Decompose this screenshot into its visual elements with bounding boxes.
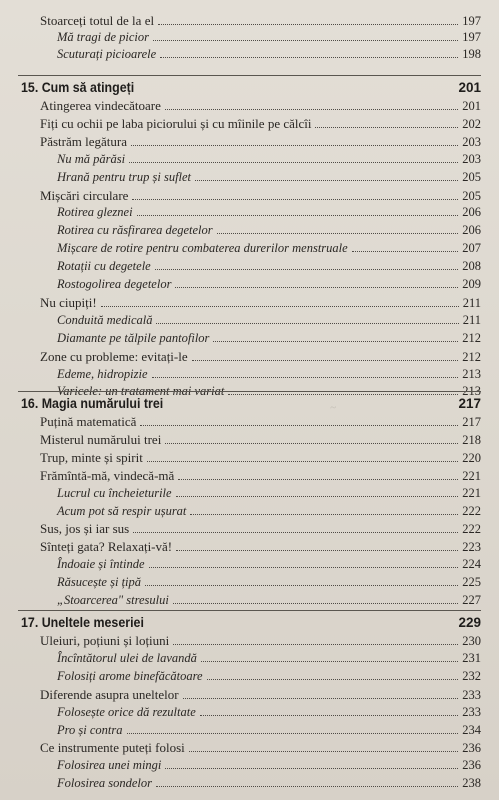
entry-page-number: 212 bbox=[462, 331, 481, 345]
toc-entry[interactable] bbox=[0, 686, 481, 703]
dot-leader bbox=[175, 277, 458, 288]
entry-title: Stoarceți totul de la el bbox=[40, 13, 155, 28]
entry-page-number: 206 bbox=[462, 205, 481, 219]
toc-subentry[interactable] bbox=[0, 775, 481, 792]
entry-title: Sînteți gata? Relaxați-vă! bbox=[40, 539, 173, 554]
entry-title: Nu mă părăsi bbox=[57, 152, 126, 166]
dot-leader bbox=[165, 99, 458, 110]
toc-subentry[interactable] bbox=[0, 650, 481, 667]
toc-entry[interactable] bbox=[0, 467, 481, 484]
dot-leader bbox=[190, 504, 458, 515]
entry-title: Rotații cu degetele bbox=[57, 259, 151, 273]
show-through-text: ~ bbox=[329, 401, 337, 415]
entry-title: Îndoaie și întinde bbox=[57, 557, 145, 571]
entry-page-number: 207 bbox=[462, 241, 481, 255]
entry-page-number: 231 bbox=[462, 651, 481, 665]
entry-title: Mișcări circulare bbox=[40, 188, 129, 203]
entry-title: Rostogolirea degetelor bbox=[57, 277, 172, 291]
dot-leader bbox=[173, 634, 458, 645]
entry-page-number: 203 bbox=[462, 152, 481, 166]
entry-title: Misterul numărului trei bbox=[40, 432, 162, 447]
dot-leader bbox=[160, 47, 458, 58]
toc-entry[interactable] bbox=[0, 12, 481, 29]
toc-entry[interactable] bbox=[0, 348, 481, 365]
dot-leader bbox=[158, 14, 458, 25]
toc-entry[interactable] bbox=[0, 739, 481, 756]
entry-page-number: 227 bbox=[462, 593, 481, 607]
toc-entry[interactable] bbox=[0, 133, 481, 150]
toc-entry[interactable] bbox=[0, 538, 481, 555]
entry-page-number: 212 bbox=[462, 350, 481, 364]
dot-leader bbox=[137, 205, 459, 216]
entry-title: Lucrul cu încheieturile bbox=[57, 486, 172, 500]
toc-subentry[interactable] bbox=[0, 366, 481, 383]
entry-page-number: 211 bbox=[462, 296, 481, 310]
entry-title: Răsucește și țipă bbox=[57, 575, 142, 589]
entry-page-number: 205 bbox=[462, 189, 481, 203]
entry-title: Hrană pentru trup și suflet bbox=[57, 170, 192, 184]
entry-page-number: 221 bbox=[462, 469, 481, 483]
dot-leader bbox=[153, 30, 458, 41]
entry-title: Ce instrumente puteți folosi bbox=[40, 740, 185, 755]
entry-page-number: 197 bbox=[462, 14, 481, 28]
entry-title: Sus, jos și iar sus bbox=[40, 521, 130, 536]
toc-entry[interactable] bbox=[0, 187, 481, 204]
entry-page-number: 230 bbox=[462, 634, 481, 648]
dot-leader bbox=[192, 350, 459, 361]
entry-title: „Stoarcerea" stresului bbox=[57, 593, 169, 607]
entry-title: Folosiți arome binefăcătoare bbox=[57, 669, 203, 683]
dot-leader bbox=[129, 152, 458, 163]
dot-leader bbox=[127, 723, 459, 734]
entry-title: Nu ciupiți! bbox=[40, 295, 97, 310]
dot-leader bbox=[200, 705, 459, 716]
entry-page-number: 202 bbox=[462, 117, 481, 131]
toc-subentry[interactable] bbox=[0, 722, 481, 739]
dot-leader bbox=[183, 688, 459, 699]
toc-subentry[interactable] bbox=[0, 592, 481, 609]
entry-title: Mă tragi de picior bbox=[57, 30, 150, 44]
entry-title: Folosește orice dă rezultate bbox=[57, 705, 196, 719]
toc-entry[interactable] bbox=[0, 632, 481, 649]
chapter-title: 16. Magia numărului trei bbox=[21, 396, 164, 411]
entry-title: Păstrăm legătura bbox=[40, 134, 127, 149]
dot-leader bbox=[152, 367, 459, 378]
dot-leader bbox=[147, 451, 458, 462]
dot-leader bbox=[195, 170, 458, 181]
entry-title: Pro și contra bbox=[57, 723, 123, 737]
toc-subentry[interactable] bbox=[0, 704, 481, 721]
toc-subentry[interactable] bbox=[0, 668, 481, 685]
toc-subentry[interactable] bbox=[0, 556, 481, 573]
entry-page-number: 223 bbox=[462, 540, 481, 554]
dot-leader bbox=[228, 384, 458, 395]
toc-subentry[interactable] bbox=[0, 485, 481, 502]
entry-page-number: 198 bbox=[462, 47, 481, 61]
entry-page-number: 225 bbox=[462, 575, 481, 589]
entry-page-number: 238 bbox=[462, 776, 481, 790]
entry-page-number: 209 bbox=[462, 277, 481, 291]
entry-page-number: 208 bbox=[462, 259, 481, 273]
dot-leader bbox=[131, 135, 458, 146]
dot-leader bbox=[156, 776, 458, 787]
toc-entry[interactable] bbox=[0, 294, 481, 311]
entry-title: Fiți cu ochii pe laba piciorului și cu mîinile pe călcîi bbox=[40, 116, 312, 131]
entry-title: Mișcare de rotire pentru combaterea durerilor menstruale bbox=[57, 241, 348, 255]
entry-page-number: 205 bbox=[462, 170, 481, 184]
dot-leader bbox=[207, 669, 459, 680]
toc-subentry[interactable] bbox=[0, 222, 481, 239]
toc-subentry[interactable] bbox=[0, 276, 481, 293]
entry-title: Puțină matematică bbox=[40, 414, 137, 429]
toc-subentry[interactable] bbox=[0, 169, 481, 186]
toc-entry[interactable] bbox=[0, 97, 481, 114]
entry-page-number: 213 bbox=[462, 384, 481, 398]
dot-leader bbox=[155, 259, 459, 270]
entry-title: Rotirea gleznei bbox=[57, 205, 133, 219]
entry-title: Scuturați picioarele bbox=[57, 47, 157, 61]
dot-leader bbox=[173, 593, 458, 604]
toc-entry[interactable] bbox=[0, 115, 481, 132]
entry-page-number: 220 bbox=[462, 451, 481, 465]
entry-title: Diamante pe tălpile pantofilor bbox=[57, 331, 210, 345]
dot-leader bbox=[213, 331, 458, 342]
entry-page-number: 197 bbox=[462, 30, 481, 44]
entry-title: Edeme, hidropizie bbox=[57, 367, 148, 381]
entry-title: Folosirea sondelor bbox=[57, 776, 153, 790]
dot-leader bbox=[133, 522, 458, 533]
entry-title: Folosirea unei mingi bbox=[57, 758, 162, 772]
toc-subentry[interactable] bbox=[0, 151, 481, 168]
toc-subentry[interactable] bbox=[0, 204, 481, 221]
entry-page-number: 222 bbox=[462, 522, 481, 536]
dot-leader bbox=[101, 296, 459, 307]
toc-subentry[interactable] bbox=[0, 312, 481, 329]
entry-title: Încîntătorul ulei de lavandă bbox=[57, 651, 197, 665]
chapter-rule bbox=[18, 610, 481, 611]
entry-title: Diferende asupra uneltelor bbox=[40, 687, 179, 702]
dot-leader bbox=[165, 433, 458, 444]
toc-entry[interactable] bbox=[0, 431, 481, 448]
entry-page-number: 217 bbox=[462, 415, 481, 429]
entry-page-number: 233 bbox=[462, 705, 481, 719]
dot-leader bbox=[145, 575, 458, 586]
chapter-page: 229 bbox=[458, 615, 481, 630]
toc-subentry[interactable] bbox=[0, 330, 481, 347]
entry-title: Varicele: un tratament mai variat bbox=[57, 384, 225, 398]
toc-subentry[interactable] bbox=[0, 757, 481, 774]
toc-subentry[interactable] bbox=[0, 29, 481, 46]
toc-entry[interactable] bbox=[0, 413, 481, 430]
toc-subentry[interactable] bbox=[0, 46, 481, 63]
chapter-rule bbox=[18, 75, 481, 76]
entry-title: Conduită medicală bbox=[57, 313, 153, 327]
chapter-title: 15. Cum să atingeți bbox=[21, 80, 135, 95]
toc-subentry[interactable] bbox=[0, 258, 481, 275]
entry-page-number: 203 bbox=[462, 135, 481, 149]
dot-leader bbox=[165, 758, 458, 769]
entry-page-number: 218 bbox=[462, 433, 481, 447]
entry-page-number: 232 bbox=[462, 669, 481, 683]
entry-page-number: 206 bbox=[462, 223, 481, 237]
entry-title: Acum pot să respir ușurat bbox=[57, 504, 187, 518]
dot-leader bbox=[140, 415, 458, 426]
toc-entry[interactable] bbox=[0, 449, 481, 466]
dot-leader bbox=[132, 189, 458, 200]
entry-title: Frămîntă-mă, vindecă-mă bbox=[40, 468, 175, 483]
chapter-page: 201 bbox=[458, 80, 481, 95]
entry-title: Zone cu probleme: evitați-le bbox=[40, 349, 188, 364]
entry-page-number: 213 bbox=[462, 367, 481, 381]
toc-entry[interactable] bbox=[0, 520, 481, 537]
dot-leader bbox=[176, 540, 458, 551]
dot-leader bbox=[217, 223, 459, 234]
chapter-title: 17. Uneltele meseriei bbox=[21, 615, 144, 630]
entry-page-number: 236 bbox=[462, 758, 481, 772]
chapter-rule bbox=[18, 391, 481, 392]
dot-leader bbox=[156, 313, 458, 324]
dot-leader bbox=[315, 117, 458, 128]
entry-page-number: 222 bbox=[462, 504, 481, 518]
chapter-page: 217 bbox=[458, 396, 481, 411]
entry-title: Uleiuri, poțiuni și loțiuni bbox=[40, 633, 170, 648]
entry-title: Atingerea vindecătoare bbox=[40, 98, 161, 113]
entry-title: Trup, minte și spirit bbox=[40, 450, 143, 465]
entry-page-number: 201 bbox=[462, 99, 481, 113]
entry-page-number: 236 bbox=[462, 741, 481, 755]
entry-page-number: 221 bbox=[462, 486, 481, 500]
dot-leader bbox=[189, 741, 458, 752]
entry-page-number: 224 bbox=[462, 557, 481, 571]
dot-leader bbox=[352, 241, 459, 252]
dot-leader bbox=[178, 469, 458, 480]
entry-page-number: 233 bbox=[462, 688, 481, 702]
dot-leader bbox=[176, 486, 459, 497]
toc-subentry[interactable] bbox=[0, 574, 481, 591]
dot-leader bbox=[201, 651, 458, 662]
dot-leader bbox=[149, 557, 459, 568]
toc-subentry[interactable] bbox=[0, 240, 481, 257]
entry-page-number: 211 bbox=[462, 313, 481, 327]
entry-title: Rotirea cu răsfirarea degetelor bbox=[57, 223, 213, 237]
toc-subentry[interactable] bbox=[0, 503, 481, 520]
entry-page-number: 234 bbox=[462, 723, 481, 737]
